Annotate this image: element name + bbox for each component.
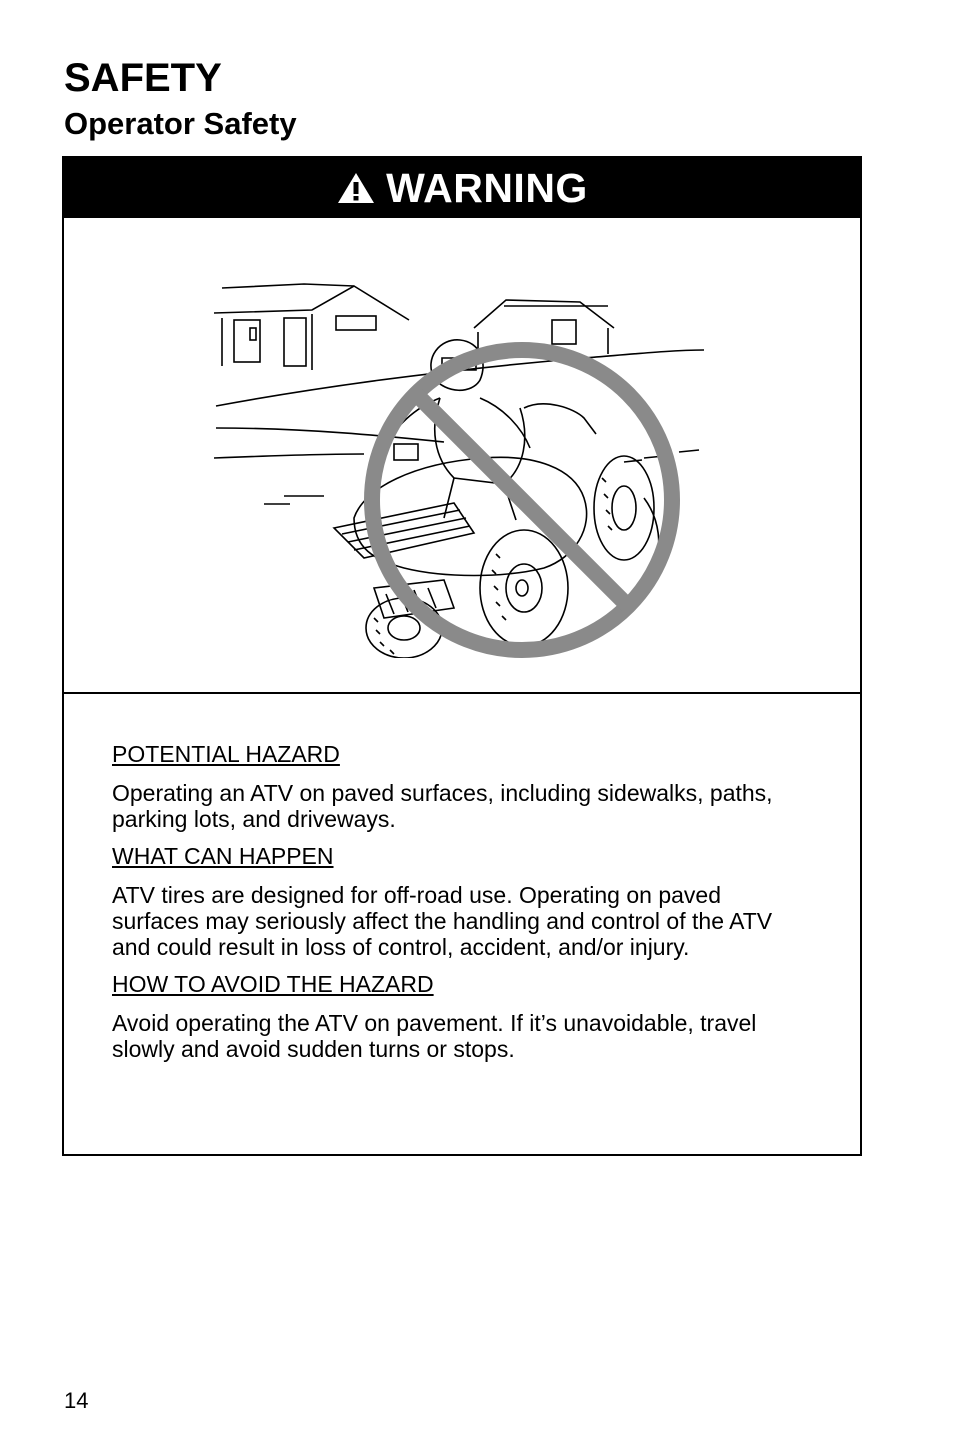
warning-header <box>64 158 860 218</box>
warning-label: WARNING <box>386 164 588 211</box>
hazard-text: Operating an ATV on paved surfaces, including sidewalks, paths, parking lots, and driveways. <box>112 780 773 832</box>
section-title: SAFETY <box>64 56 222 100</box>
consequence-heading: WHAT CAN HAPPEN <box>112 843 334 869</box>
hazard-heading: POTENTIAL HAZARD <box>112 741 340 767</box>
warning-box <box>62 156 862 1156</box>
consequence-text: ATV tires are designed for off-road use. Operating on paved surfaces may seriously affect the handling and control of the ATV and could result in loss of control, accident, and/or injury. <box>112 882 773 960</box>
avoidance-heading: HOW TO AVOID THE HAZARD <box>112 971 434 997</box>
section-subtitle: Operator Safety <box>64 106 297 141</box>
illustration-area <box>64 218 860 694</box>
warning-triangle-icon <box>336 171 376 205</box>
avoidance-text: Avoid operating the ATV on pavement. If it’s unavoidable, travel slowly and avoid sudden turns or stops. <box>112 1010 757 1062</box>
page-number: 14 <box>64 1388 89 1413</box>
no-atv-on-pavement-icon <box>204 258 724 658</box>
warning-text-area <box>64 694 860 1062</box>
